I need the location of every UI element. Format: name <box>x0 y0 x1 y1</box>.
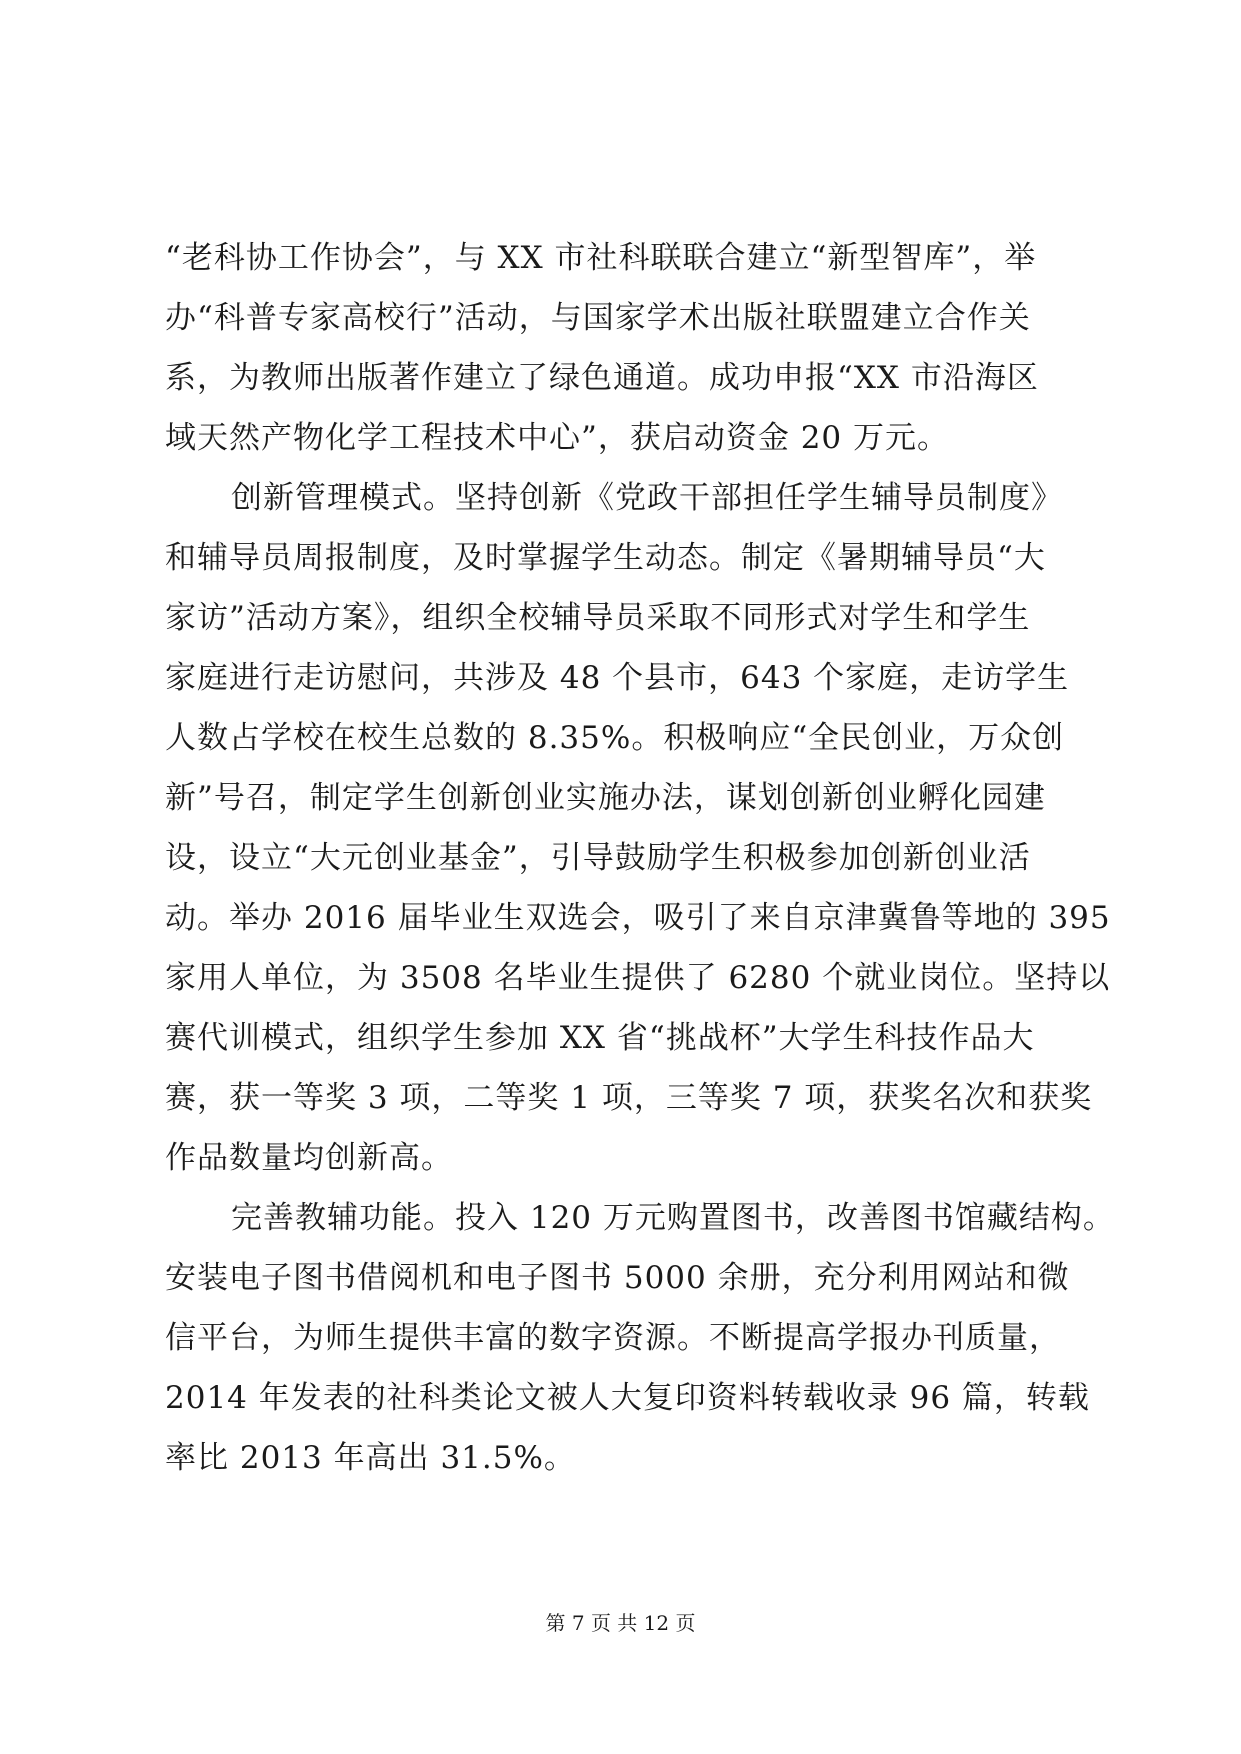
page-number-footer: 第 7 页 共 12 页 <box>545 1611 696 1635</box>
text-line: 安装电子图书借阅机和电子图书 5000 余册，充分利用网站和微 <box>165 1260 1070 1296</box>
text-line: 家访”活动方案》，组织全校辅导员采取不同形式对学生和学生 <box>165 600 1031 636</box>
text-line: 域天然产物化学工程技术中心”，获启动资金 20 万元。 <box>165 420 950 456</box>
text-line: 设，设立“大元创业基金”，引导鼓励学生积极参加创新创业活 <box>165 840 1031 876</box>
paragraph-first-line: 创新管理模式。坚持创新《党政干部担任学生辅导员制度》 <box>231 480 1063 516</box>
text-line: 信平台，为师生提供丰富的数字资源。不断提高学报办刊质量， <box>165 1320 1061 1356</box>
text-line: 人数占学校在校生总数的 8.35%。积极响应“全民创业，万众创 <box>165 720 1065 756</box>
text-line: 作品数量均创新高。 <box>165 1140 453 1176</box>
text-line: “老科协工作协会”，与 XX 市社科联联合建立“新型智库”，举 <box>165 240 1037 276</box>
text-line: 新”号召，制定学生创新创业实施办法，谋划创新创业孵化园建 <box>165 780 1046 816</box>
text-line: 家用人单位，为 3508 名毕业生提供了 6280 个就业岗位。坚持以 <box>165 960 1111 996</box>
text-line: 家庭进行走访慰问，共涉及 48 个县市，643 个家庭，走访学生 <box>165 660 1070 696</box>
text-line: 率比 2013 年高出 31.5%。 <box>165 1440 576 1476</box>
text-line: 赛代训模式，组织学生参加 XX 省“挑战杯”大学生科技作品大 <box>165 1020 1035 1056</box>
body-text <box>165 228 1115 1488</box>
text-line: 赛，获一等奖 3 项，二等奖 1 项，三等奖 7 项，获奖名次和获奖 <box>165 1080 1093 1116</box>
text-line: 和辅导员周报制度，及时掌握学生动态。制定《暑期辅导员“大 <box>165 540 1046 576</box>
text-line: 办“科普专家高校行”活动，与国家学术出版社联盟建立合作关 <box>165 300 1031 336</box>
text-line: 系，为教师出版著作建立了绿色通道。成功申报“XX 市沿海区 <box>165 360 1039 396</box>
text-line: 2014 年发表的社科类论文被人大复印资料转载收录 96 篇，转载 <box>165 1380 1090 1416</box>
paragraph-first-line: 完善教辅功能。投入 120 万元购置图书，改善图书馆藏结构。 <box>231 1200 1115 1236</box>
text-line: 动。举办 2016 届毕业生双选会，吸引了来自京津冀鲁等地的 395 <box>165 900 1111 936</box>
